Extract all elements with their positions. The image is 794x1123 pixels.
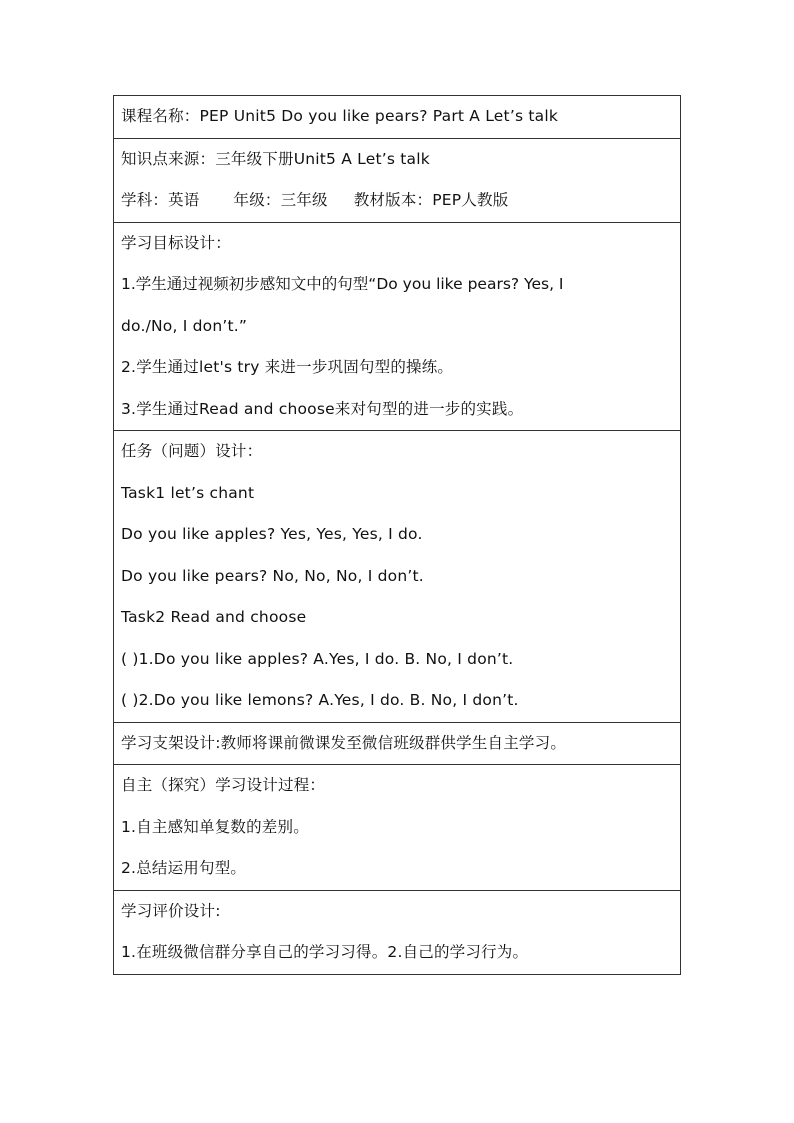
subject-grade-edition-line [121, 180, 680, 222]
grade-value: 三年级 [280, 191, 328, 209]
source-cell [114, 139, 680, 223]
objective-3: 3.学生通过Read and choose来对句型的进一步的实践。 [121, 399, 524, 418]
evaluation-design-cell [114, 891, 680, 974]
task1-title: Task1 let’s chant [121, 483, 255, 502]
scaffold-design-cell [114, 723, 680, 766]
self-study-heading: 自主（探究）学习设计过程： [121, 776, 326, 794]
chant-line-2: Do you like pears? No, No, No, I don’t. [121, 566, 424, 585]
grade-label: 年级： [233, 191, 281, 209]
lesson-plan-table [113, 95, 681, 975]
knowledge-source-line: 知识点来源：三年级下册Unit5 A Let’s talk [121, 149, 430, 168]
scaffold-design-line: 学习支架设计:教师将课前微课发至微信班级群供学生自主学习。 [121, 733, 567, 752]
evaluation-heading: 学习评价设计: [121, 901, 221, 920]
objective-1: 1.学生通过视频初步感知文中的句型“Do you like pears? Yes, I [121, 275, 564, 293]
subject-value: 英语 [168, 191, 200, 209]
question-2: ( )2.Do you like lemons? A.Yes, I do. B. No, I don’t. [121, 691, 519, 709]
task-design-heading: 任务（问题）设计： [121, 442, 263, 460]
subject-label: 学科： [121, 191, 169, 209]
learning-objectives-cell [114, 223, 680, 432]
edition-value: PEP人教版 [432, 191, 509, 209]
objectives-heading: 学习目标设计： [121, 233, 231, 252]
course-name-cell [114, 96, 680, 139]
chant-line-1: Do you like apples? Yes, Yes, Yes, I do. [121, 525, 423, 543]
task-design-cell [114, 431, 680, 723]
self-study-step-1: 1.自主感知单复数的差别。 [121, 817, 309, 836]
self-study-step-2: 2.总结运用句型。 [121, 859, 247, 877]
question-1: ( )1.Do you like apples? A.Yes, I do. B. No, I don’t. [121, 649, 514, 668]
edition-label: 教材版本： [353, 191, 433, 209]
evaluation-items: 1.在班级微信群分享自己的学习习得。2.自己的学习行为。 [121, 943, 529, 961]
course-name-line: 课程名称：PEP Unit5 Do you like pears? Part A Let’s talk [121, 107, 559, 125]
objective-2: 2.学生通过let's try 来进一步巩固句型的操练。 [121, 358, 454, 376]
self-study-process-cell [114, 765, 680, 891]
task2-title: Task2 Read and choose [121, 608, 307, 626]
objective-1-continued: do./No, I don’t.” [121, 316, 248, 335]
